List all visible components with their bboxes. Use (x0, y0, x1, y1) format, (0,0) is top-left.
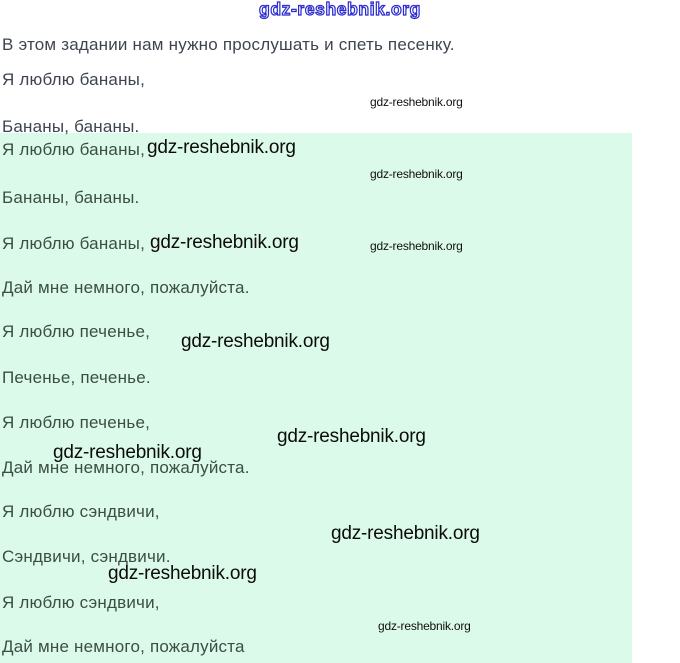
song-line-cookies-3: Я люблю печенье, (2, 413, 151, 432)
watermark-text: gdz-reshebnik.org (53, 442, 202, 463)
song-line-sandwiches-1: Я люблю сэндвичи, (2, 502, 160, 521)
highlight-block (0, 133, 632, 663)
song-line-cookies-1: Я люблю печенье, (2, 322, 151, 341)
watermark-text: gdz-reshebnik.org (378, 619, 471, 633)
watermark-text: gdz-reshebnik.org (331, 523, 480, 544)
watermark-text: gdz-reshebnik.org (108, 563, 257, 584)
song-line-give-1: Дай мне немного, пожалуйста. (2, 278, 250, 297)
watermark-text: gdz-reshebnik.org (370, 95, 463, 109)
song-line-bananas-5: Я люблю бананы, (2, 234, 146, 253)
song-line-bananas-4: Бананы, бананы. (2, 188, 140, 207)
song-line-give-2: Дай мне немного, пожалуйста. (2, 458, 250, 477)
song-line-sandwiches-3: Я люблю сэндвичи, (2, 593, 160, 612)
song-line-cookies-2: Печенье, печенье. (2, 368, 151, 387)
song-line-bananas-1: Я люблю бананы, (2, 70, 146, 89)
watermark-text: gdz-reshebnik.org (370, 239, 463, 253)
watermark-text: gdz-reshebnik.org (150, 232, 299, 253)
song-line-bananas-3: Я люблю бананы, (2, 140, 146, 159)
watermark-text: gdz-reshebnik.org (370, 167, 463, 181)
watermark-text: gdz-reshebnik.org (181, 331, 330, 352)
song-line-sandwiches-2: Сэндвичи, сэндвичи. (2, 547, 171, 566)
watermark-text: gdz-reshebnik.org (277, 426, 426, 447)
watermark-text: gdz-reshebnik.org (147, 137, 296, 158)
song-line-give-3: Дай мне немного, пожалуйста (2, 637, 245, 656)
task-intro-text: В этом задании нам нужно прослушать и спеть песенку. (2, 35, 455, 54)
song-line-bananas-2: Бананы, бананы. (2, 117, 140, 136)
site-watermark-header: gdz-reshebnik.org (259, 0, 421, 19)
